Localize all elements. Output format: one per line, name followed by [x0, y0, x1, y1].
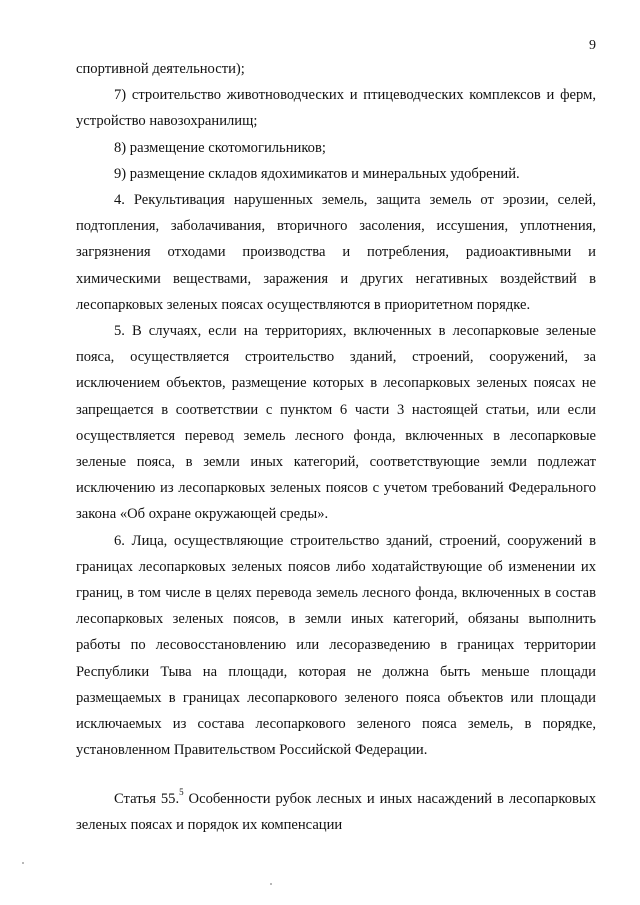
paragraph-5: 4. Рекультивация нарушенных земель, защита земель от эрозии, селей, подтопления, заболачивания, вторичного засоления, иссушения, уплотнения, загрязнения отходами производства и потребления, радиоактивными и химическими веществами, заражения и других негативных воздействий в лесопарковых зеленых поясах осуществляются в приоритетном порядке.: [76, 192, 596, 313]
article-heading: [76, 786, 596, 838]
paragraph-3: 8) размещение скотомогильников;: [114, 139, 326, 156]
page-number: 9: [589, 38, 596, 53]
paragraph-2: 7) строительство животноводческих и птицеводческих комплексов и ферм, устройство навозохранилищ;: [76, 87, 596, 130]
paragraph-1: спортивной деятельности);: [76, 61, 245, 77]
article-title: [76, 786, 596, 838]
article-superscript: 5: [179, 787, 184, 798]
scan-speck: [270, 883, 272, 885]
scan-speck: [22, 862, 24, 864]
paragraph-6: 5. В случаях, если на территориях, включенных в лесопарковые зеленые пояса, осуществляется строительство зданий, строений, сооружений, за исключением объектов, размещение которых в лесопарковых зеленых поясах не запрещается в соответствии с пунктом 6 части 3 настоящей статьи, или если осуществляется перевод земель лесного фонда, включенных в лесопарковые зеленые пояса, в земли иных категорий, соответствующие земли подлежат исключению из лесопарковых зеленых поясов с учетом требований Федерального закона «Об охране окружающей среды».: [76, 323, 596, 523]
article-title-text: Особенности рубок лесных и иных насаждений в лесопарковых зеленых поясах и порядок их компенсации: [76, 791, 596, 834]
paragraph-7: 6. Лица, осуществляющие строительство зданий, строений, сооружений в границах лесопарковых зеленых поясов либо ходатайствующие об изменении их границ, в том числе в целях перевода земель лесного фонда, включенных в состав лесопарковых зеленых поясов, в земли иных категорий, обязаны выполнить работы по лесовосстановлению или лесоразведению в границах территории Республики Тыва на площади, которая не должна быть меньше площади размещаемых в границах лесопаркового зеленого пояса объектов или площади исключаемых из состава лесопаркового зеленого пояса земель, в порядке, установленном Правительством Российской Федерации.: [76, 532, 596, 759]
article-prefix: Статья 55.: [114, 791, 180, 807]
paragraph-4: 9) размещение складов ядохимикатов и минеральных удобрений.: [114, 165, 520, 182]
document-body: [76, 56, 596, 763]
